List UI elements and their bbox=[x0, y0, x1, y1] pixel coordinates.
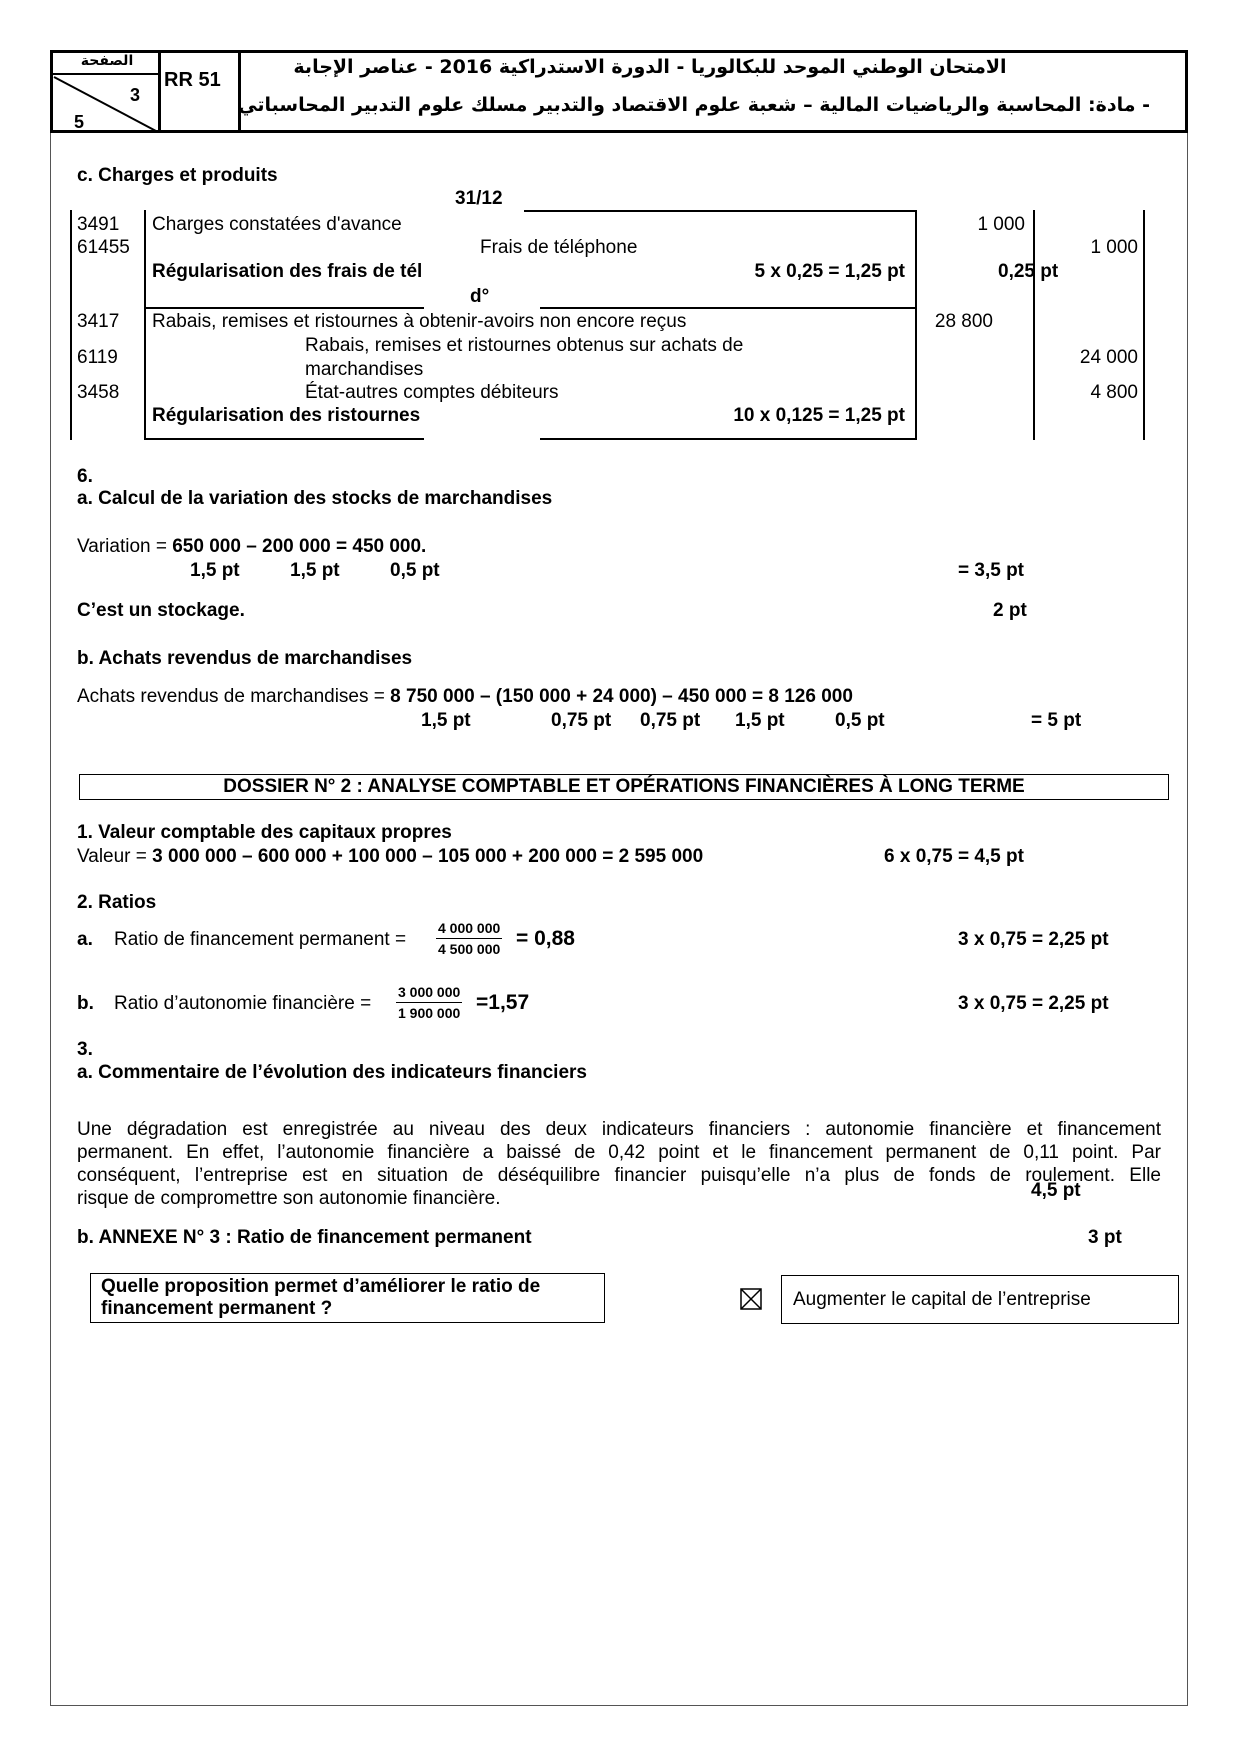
journal-end-rule bbox=[144, 438, 424, 440]
page-frame bbox=[50, 50, 1188, 1706]
points: 4,5 pt bbox=[1031, 1180, 1081, 1201]
account-code: 3417 bbox=[77, 311, 120, 332]
page-total: 5 bbox=[74, 112, 85, 132]
page-number: 3 bbox=[130, 85, 141, 105]
achats-line bbox=[77, 686, 853, 708]
question-title: a. Calcul de la variation des stocks de marchandises bbox=[77, 488, 553, 509]
question-title: 1. Valeur comptable des capitaux propres bbox=[77, 822, 452, 843]
valeur-label: Valeur = bbox=[77, 846, 153, 867]
exam-title: الامتحان الوطني الموحد للبكالوريا - الدورة الاستدراكية 2016 - عناصر الإجابة bbox=[293, 56, 1007, 78]
account-label: État-autres comptes débiteurs bbox=[305, 382, 559, 403]
debit-amount: 28 800 bbox=[934, 311, 993, 332]
ratio-label: Ratio de financement permanent = bbox=[114, 929, 407, 950]
entry-score: 10 x 0,125 = 1,25 pt bbox=[733, 405, 905, 426]
comment-line: permanent. En effet, l’autonomie financière a baissé de 0,42 point et le financement permanent de 0,11 point. Par bbox=[77, 1142, 1161, 1163]
journal-ditto: d° bbox=[470, 286, 490, 307]
variation-formula: 650 000 – 200 000 = 450 000. bbox=[172, 536, 427, 557]
account-code: 3491 bbox=[77, 214, 120, 235]
account-code: 61455 bbox=[77, 237, 130, 258]
journal-right-rule bbox=[1143, 210, 1145, 440]
question-text: financement permanent ? bbox=[101, 1298, 333, 1319]
achats-formula: 8 750 000 – (150 000 + 24 000) – 450 000 = 8 126 000 bbox=[390, 686, 853, 707]
fraction-denominator: 4 500 000 bbox=[438, 941, 501, 957]
account-label: Charges constatées d'avance bbox=[152, 214, 402, 235]
fraction-numerator: 4 000 000 bbox=[436, 918, 502, 939]
header-divider bbox=[158, 50, 161, 133]
question-text: Quelle proposition permet d’améliorer le ratio de bbox=[101, 1276, 541, 1297]
answer-box bbox=[781, 1275, 1179, 1324]
points: 1,5 pt bbox=[290, 560, 340, 581]
achats-label: Achats revendus de marchandises = bbox=[77, 686, 391, 707]
entry-summary: Régularisation des frais de tél bbox=[152, 261, 423, 282]
dossier-title: DOSSIER N° 2 : ANALYSE COMPTABLE ET OPÉRATIONS FINANCIÈRES À LONG TERME bbox=[79, 774, 1169, 800]
header-divider bbox=[238, 50, 241, 133]
valeur-formula: 3 000 000 – 600 000 + 100 000 – 105 000 + 200 000 = 2 595 000 bbox=[152, 846, 704, 867]
account-label: marchandises bbox=[305, 359, 424, 380]
points: 1,5 pt bbox=[735, 710, 785, 731]
journal-credit-rule bbox=[1033, 210, 1035, 440]
exam-subject: - مادة: المحاسبة والرياضيات المالية – شعبة علوم الاقتصاد والتدبير مسلك علوم التدبير المحاسباتي bbox=[238, 94, 1150, 116]
journal-left-rule bbox=[70, 210, 72, 440]
journal-end-rule bbox=[540, 438, 916, 440]
comment-line: conséquent, l’entreprise est en situation de déséquilibre financier puisqu’elle n’a plus de fonds de roulement. Elle bbox=[77, 1165, 1161, 1186]
points: 0,75 pt bbox=[640, 710, 701, 731]
journal-date: 31/12 bbox=[455, 188, 503, 209]
ratio-fraction bbox=[436, 918, 502, 959]
question-title: a. Commentaire de l’évolution des indicateurs financiers bbox=[77, 1062, 587, 1083]
points-total: = 3,5 pt bbox=[958, 560, 1024, 581]
section-title: c. Charges et produits bbox=[77, 165, 278, 186]
comment-line: risque de compromettre son autonomie financière. bbox=[77, 1188, 501, 1209]
points: 1,5 pt bbox=[190, 560, 240, 581]
journal-sep-rule bbox=[540, 307, 916, 309]
question-title: b. ANNEXE N° 3 : Ratio de financement permanent bbox=[77, 1227, 532, 1248]
ratio-result: =1,57 bbox=[476, 991, 530, 1014]
variation-label: Variation = bbox=[77, 536, 173, 557]
subject-code: RR 51 bbox=[164, 69, 221, 91]
points: 1,5 pt bbox=[421, 710, 471, 731]
account-code: 6119 bbox=[77, 347, 118, 368]
account-label: Rabais, remises et ristournes à obtenir-avoirs non encore reçus bbox=[152, 311, 687, 332]
points: 2 pt bbox=[993, 600, 1027, 621]
question-box bbox=[90, 1273, 605, 1323]
question-number: 6. bbox=[77, 466, 93, 487]
comment-paragraph bbox=[77, 1118, 1161, 1210]
ratio-result: = 0,88 bbox=[516, 927, 575, 950]
question-number: 3. bbox=[77, 1039, 93, 1060]
entry-score: 5 x 0,25 = 1,25 pt bbox=[754, 261, 905, 282]
credit-amount: 24 000 bbox=[1079, 347, 1138, 368]
answer-text: Augmenter le capital de l’entreprise bbox=[793, 1289, 1091, 1310]
comment-line: Une dégradation est enregistrée au niveau des deux indicateurs financiers : autonomie financière et financement bbox=[77, 1119, 1161, 1140]
journal-sep-rule bbox=[144, 307, 424, 309]
journal-date-rule bbox=[524, 210, 916, 212]
points: 6 x 0,75 = 4,5 pt bbox=[884, 846, 1024, 867]
ratio-fraction bbox=[396, 982, 462, 1023]
entry-points: 0,25 pt bbox=[998, 261, 1059, 282]
ratio-label: Ratio d’autonomie financière = bbox=[114, 993, 372, 1014]
account-label: Rabais, remises et ristournes obtenus sur achats de bbox=[305, 335, 744, 356]
ratio-letter: b. bbox=[77, 993, 94, 1014]
points: 0,75 pt bbox=[551, 710, 612, 731]
valeur-line bbox=[77, 846, 703, 868]
credit-amount: 1 000 bbox=[1090, 237, 1138, 258]
account-label: Frais de téléphone bbox=[480, 237, 638, 258]
debit-amount: 1 000 bbox=[977, 214, 1025, 235]
entry-summary: Régularisation des ristournes bbox=[152, 405, 421, 426]
points: 3 x 0,75 = 2,25 pt bbox=[958, 993, 1109, 1014]
credit-amount: 4 800 bbox=[1090, 382, 1138, 403]
journal-label-rule bbox=[144, 210, 146, 440]
points: 3 x 0,75 = 2,25 pt bbox=[958, 929, 1109, 950]
page-label: الصفحة bbox=[80, 53, 134, 69]
checked-checkbox-icon[interactable] bbox=[740, 1288, 762, 1310]
points: 0,5 pt bbox=[390, 560, 440, 581]
ratio-letter: a. bbox=[77, 929, 93, 950]
stockage-text: C’est un stockage. bbox=[77, 600, 245, 621]
account-code: 3458 bbox=[77, 382, 120, 403]
points: 3 pt bbox=[1088, 1227, 1122, 1248]
question-title: b. Achats revendus de marchandises bbox=[77, 648, 413, 669]
fraction-denominator: 1 900 000 bbox=[398, 1005, 461, 1021]
fraction-numerator: 3 000 000 bbox=[396, 982, 462, 1003]
variation-line bbox=[77, 536, 426, 558]
points: 0,5 pt bbox=[835, 710, 885, 731]
points-total: = 5 pt bbox=[1031, 710, 1082, 731]
question-title: 2. Ratios bbox=[77, 892, 157, 913]
page-slash bbox=[52, 75, 158, 133]
